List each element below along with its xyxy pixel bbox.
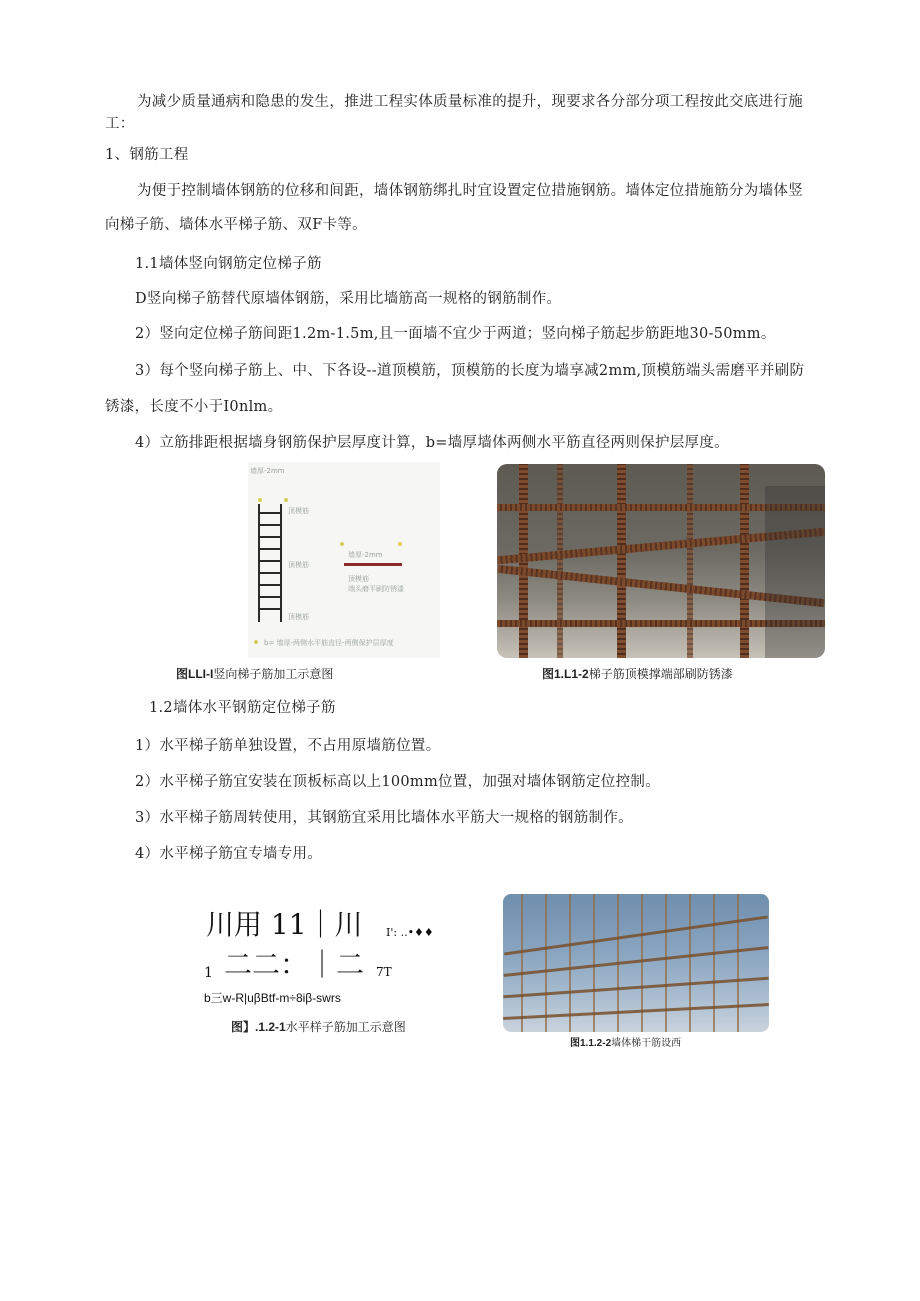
item-1-2-3: 3）水平梯子筋周转使用，其钢筋宜采用比墙体水平筋大一规格的钢筋制作。: [135, 810, 633, 826]
diagram-text-line-2: 二二：｜二: [224, 948, 365, 981]
item-1-1-3-line-2: 锈漆，长度不小于I0nlm。: [105, 399, 283, 415]
figure-title: 墙体梯干筋设西: [611, 1038, 682, 1049]
subsection-heading-1-2: 1.2墙体水平钢筋定位梯子筋: [149, 700, 336, 716]
diagram-text-line-1: 川用 11｜川: [206, 908, 363, 941]
intro-paragraph-line-2: 工：: [105, 116, 135, 132]
horizontal-ladder-diagram: [204, 908, 444, 1014]
figure-number: 图1.L1-2: [542, 667, 589, 681]
ladder-anti-rust-photo: [497, 464, 825, 658]
item-1-1-1: D竖向梯子筋替代原墙体钢筋，采用比墙筋高一规格的钢筋制作。: [135, 291, 562, 307]
figure-title: 竖向梯子筋加工示意图: [213, 667, 334, 681]
item-1-2-2: 2）水平梯子筋宜安装在顶板标高以上100mm位置，加强对墙体钢筋定位控制。: [135, 774, 660, 790]
figure-caption-1-1-2-2: [570, 1036, 681, 1052]
diagram-text-line-1-tail: I': ..•♦♦: [386, 926, 434, 939]
figure-title: 水平样子筋加工示意图: [285, 1020, 406, 1034]
intro-paragraph-line-1: 为减少质量通病和隐患的发生，推进工程实体质量标准的提升，现要求各分部分项工程按此交底进行施: [137, 94, 803, 110]
item-1-2-1: 1）水平梯子筋单独设置，不占用原墙筋位置。: [135, 738, 441, 754]
section-heading-rebar: 1、钢筋工程: [105, 147, 189, 163]
section-desc-line-1: 为便于控制墙体钢筋的位移和间距，墙体钢筋绑扎时宜设置定位措施钢筋。墙体定位措施筋分为墙体竖: [137, 183, 803, 199]
diagram-text-line-3: b三w-R|uβBtf-m÷8iβ-swrs: [204, 991, 341, 1005]
section-desc-line-2: 向梯子筋、墙体水平梯子筋、双F卡等。: [105, 217, 367, 233]
figure-caption-1-1-1: [176, 666, 333, 682]
figure-number: 图1.1.2-2: [570, 1038, 612, 1049]
figure-number: 图】.1.2-1: [231, 1020, 286, 1034]
item-1-1-4: 4）立筋排距根据墙身钢筋保护层厚度计算，b=墙厚墙体两侧水平筋直径两则保护层厚度。: [135, 435, 729, 451]
figure-caption-1-1-2: [542, 666, 733, 682]
item-1-2-4: 4）水平梯子筋宜专墙专用。: [135, 846, 323, 862]
item-1-1-3-line-1: 3）每个竖向梯子筋上、中、下各设--道顶模筋，顶模筋的长度为墙享减2mm,顶模筋端头需磨平并刷防: [135, 363, 805, 379]
wall-ladder-photo: [503, 894, 769, 1032]
item-1-1-2: 2）竖向定位梯子筋间距1.2m-1.5m,且一面墙不宜少于两道；竖向梯子筋起步筋距地30-50mm。: [135, 326, 776, 342]
figure-number: 图LLI-I: [176, 667, 214, 681]
subsection-heading-1-1: 1.1墙体竖向钢筋定位梯子筋: [135, 256, 322, 272]
diagram-text-line-2-tail: 7T: [376, 965, 392, 979]
vertical-ladder-diagram: 墙厚-2mm 顶模筋 顶模筋 顶模筋 墙厚-2mm 顶模筋 端头磨平刷防锈漆 b= 墙厚-两侧水平筋直径-两侧保护层厚度: [248, 462, 440, 658]
figure-caption-1-2-1: [231, 1019, 406, 1035]
figure-title: 梯子筋顶模撑端部刷防锈漆: [588, 667, 733, 681]
diagram-text-line-2-num: 1: [204, 965, 213, 981]
